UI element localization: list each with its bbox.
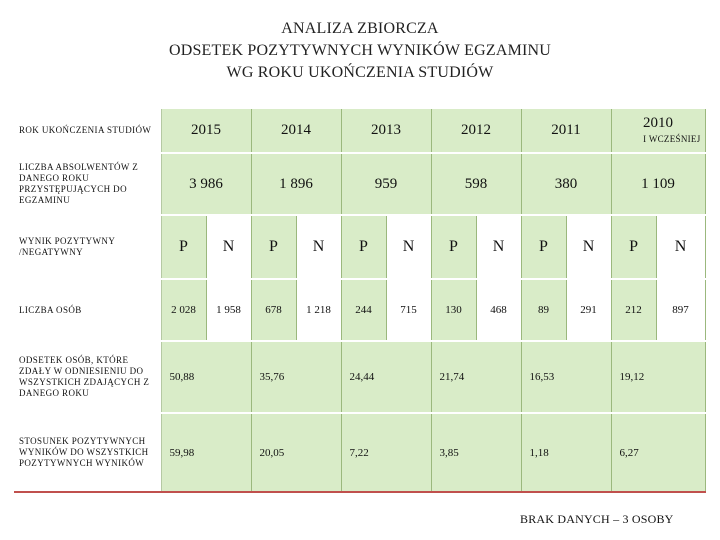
graduates-2013: 959	[341, 153, 431, 215]
persons-n-2014: 1 218	[296, 279, 341, 341]
year-2015: 2015	[161, 109, 251, 153]
result-n-2015: N	[206, 215, 251, 279]
year-2012: 2012	[431, 109, 521, 153]
result-n-2010: N	[656, 215, 705, 279]
summary-table	[15, 109, 706, 491]
persons-p-2012: 130	[431, 279, 476, 341]
title-line-3: WG ROKU UKOŃCZENIA STUDIÓW	[226, 64, 494, 81]
graduates-2015: 3 986	[161, 153, 251, 215]
page-title	[0, 18, 720, 84]
year-2010-sublabel: I WCZEŚNIEJ	[643, 133, 701, 144]
year-2010	[611, 109, 705, 153]
result-p-2013: P	[341, 215, 386, 279]
bottom-rule	[14, 491, 706, 493]
percent-2013: 24,44	[341, 341, 431, 413]
result-p-2015: P	[161, 215, 206, 279]
ratio-2013: 7,22	[341, 413, 431, 491]
percent-2011: 16,53	[521, 341, 611, 413]
year-2010-label: 2010	[643, 114, 674, 131]
footer-note: BRAK DANYCH – 3 OSOBY	[520, 512, 674, 526]
year-2011: 2011	[521, 109, 611, 153]
percent-2010: 19,12	[611, 341, 705, 413]
row-label-ratio: STOSUNEK POZYTYWNYCH WYNIKÓW DO WSZYSTKICH POZYTYWNYCH WYNIKÓW	[15, 413, 161, 491]
table-row-graduates	[15, 153, 705, 215]
year-2014: 2014	[251, 109, 341, 153]
table-row-percent	[15, 341, 705, 413]
result-n-2014: N	[296, 215, 341, 279]
persons-n-2010: 897	[656, 279, 705, 341]
graduates-2010: 1 109	[611, 153, 705, 215]
persons-p-2010: 212	[611, 279, 656, 341]
graduates-2011: 380	[521, 153, 611, 215]
row-label-persons: LICZBA OSÓB	[15, 279, 161, 341]
percent-2012: 21,74	[431, 341, 521, 413]
result-n-2012: N	[476, 215, 521, 279]
persons-p-2011: 89	[521, 279, 566, 341]
row-label-result: WYNIK POZYTYWNY /NEGATYWNY	[15, 215, 161, 279]
row-label-graduates: LICZBA ABSOLWENTÓW Z DANEGO ROKU PRZYSTĘPUJĄCYCH DO EGZAMINU	[15, 153, 161, 215]
persons-p-2015: 2 028	[161, 279, 206, 341]
graduates-2012: 598	[431, 153, 521, 215]
table-row-ratio	[15, 413, 705, 491]
ratio-2010: 6,27	[611, 413, 705, 491]
title-line-1: ANALIZA ZBIORCZA	[281, 20, 439, 37]
persons-n-2012: 468	[476, 279, 521, 341]
persons-n-2011: 291	[566, 279, 611, 341]
ratio-2015: 59,98	[161, 413, 251, 491]
result-p-2014: P	[251, 215, 296, 279]
percent-2015: 50,88	[161, 341, 251, 413]
table-row-result	[15, 215, 705, 279]
result-n-2011: N	[566, 215, 611, 279]
ratio-2012: 3,85	[431, 413, 521, 491]
ratio-2014: 20,05	[251, 413, 341, 491]
persons-p-2013: 244	[341, 279, 386, 341]
table-row-persons	[15, 279, 705, 341]
graduates-2014: 1 896	[251, 153, 341, 215]
percent-2014: 35,76	[251, 341, 341, 413]
result-p-2010: P	[611, 215, 656, 279]
persons-p-2014: 678	[251, 279, 296, 341]
row-label-year: ROK UKOŃCZENIA STUDIÓW	[15, 109, 161, 153]
persons-n-2013: 715	[386, 279, 431, 341]
result-p-2012: P	[431, 215, 476, 279]
result-p-2011: P	[521, 215, 566, 279]
persons-n-2015: 1 958	[206, 279, 251, 341]
table-row-years	[15, 109, 705, 153]
row-label-percent: ODSETEK OSÓB, KTÓRE ZDAŁY W ODNIESIENIU DO WSZYSTKICH ZDAJĄCYCH Z DANEGO ROKU	[15, 341, 161, 413]
result-n-2013: N	[386, 215, 431, 279]
title-line-2: ODSETEK POZYTYWNYCH WYNIKÓW EGZAMINU	[168, 42, 552, 59]
year-2013: 2013	[341, 109, 431, 153]
ratio-2011: 1,18	[521, 413, 611, 491]
